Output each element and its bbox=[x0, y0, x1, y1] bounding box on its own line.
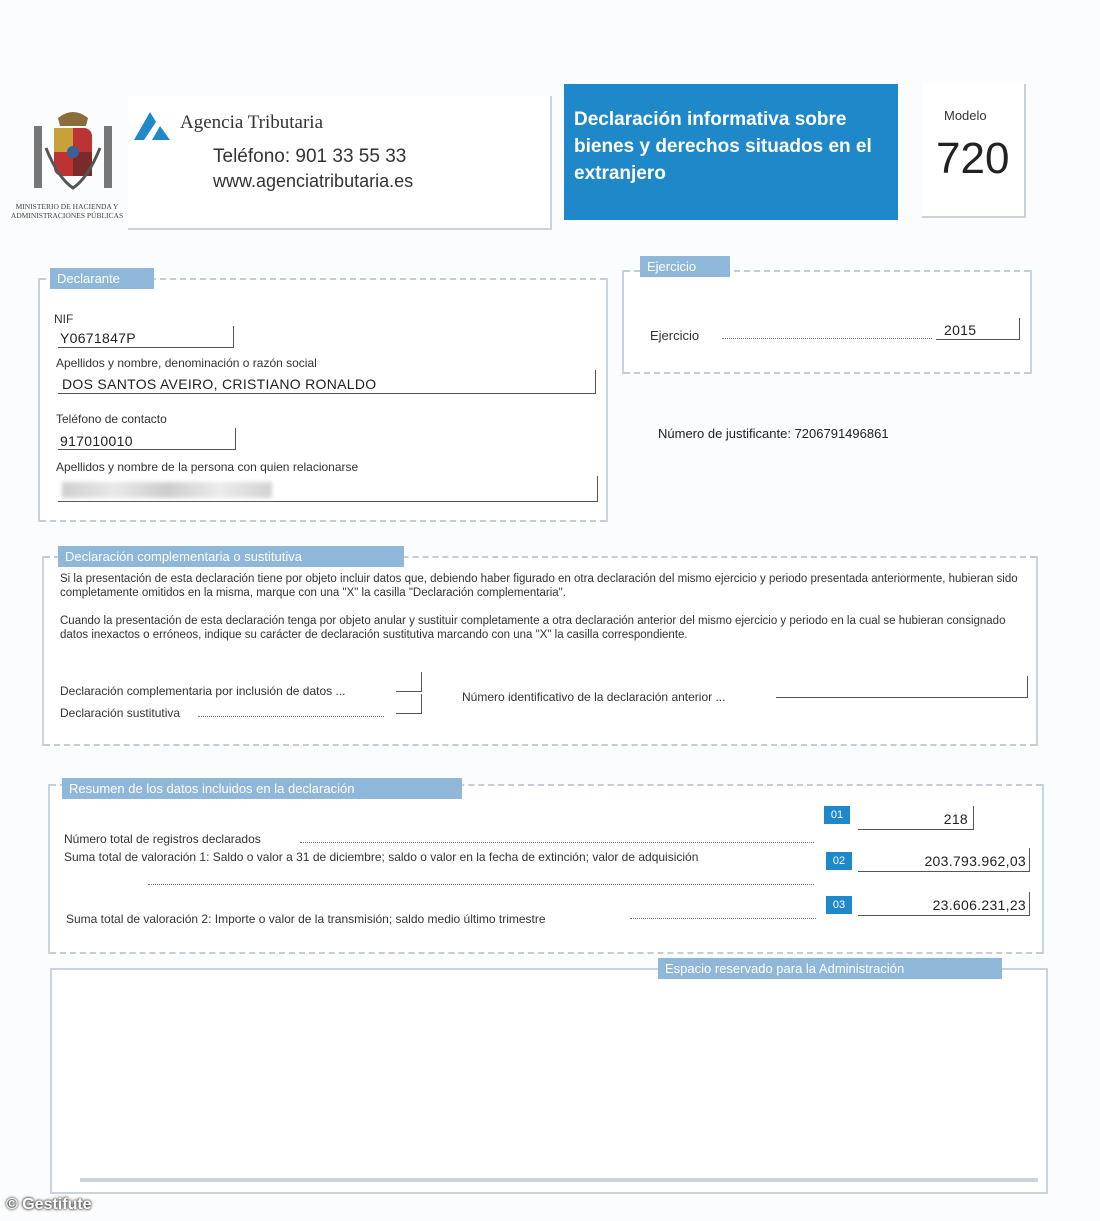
nif-label: NIF bbox=[54, 312, 74, 326]
administracion-inner-line bbox=[80, 1178, 1038, 1182]
declarante-title: Declarante bbox=[50, 268, 154, 289]
name-field[interactable] bbox=[58, 370, 596, 394]
resumen-row-label: Suma total de valoración 1: Saldo o valor a 31 de diciembre; saldo o valor en la fecha de extinción; valor de adquisición bbox=[64, 850, 699, 864]
resumen-row-field[interactable] bbox=[858, 806, 974, 830]
resumen-row-code: 02 bbox=[826, 852, 852, 870]
resumen-row-dots bbox=[300, 842, 814, 843]
contact-field[interactable] bbox=[58, 476, 598, 502]
resumen-row-code: 01 bbox=[824, 806, 850, 824]
justificante: Número de justificante: 7206791496861 bbox=[658, 426, 889, 441]
sustitutiva-label: Declaración sustitutiva bbox=[60, 706, 181, 720]
resumen-title: Resumen de los datos incluidos en la declaración bbox=[62, 778, 462, 799]
administracion-section bbox=[50, 968, 1048, 1194]
ejercicio-field[interactable] bbox=[936, 318, 1020, 340]
ministry-text: MINISTERIO DE HACIENDA Y ADMINISTRACIONES PÚBLICAS bbox=[10, 202, 124, 220]
ejercicio-value: 2015 bbox=[944, 322, 977, 338]
agency-name: Agencia Tributaria bbox=[180, 112, 324, 133]
phone-label: Teléfono de contacto bbox=[56, 412, 167, 426]
resumen-row-label: Número total de registros declarados bbox=[64, 832, 261, 846]
phone-field[interactable] bbox=[58, 428, 236, 450]
administracion-title: Espacio reservado para la Administración bbox=[658, 958, 1002, 979]
resumen-row-field[interactable] bbox=[858, 892, 1030, 916]
numero-anterior-field[interactable] bbox=[776, 676, 1028, 698]
resumen-row-value: 203.793.962,03 bbox=[924, 853, 1026, 869]
ministry-emblem bbox=[28, 108, 118, 200]
watermark: © Gestifute bbox=[6, 1196, 92, 1213]
modelo-label: Modelo bbox=[944, 108, 987, 123]
complementaria-title: Declaración complementaria o sustitutiva bbox=[58, 546, 404, 567]
contact-redacted bbox=[62, 482, 272, 498]
complementaria-para2: Cuando la presentación de esta declaración tenga por objeto anular y sustituir completamente a otra declaración anterior del mismo ejercicio y periodo en la cual se hubieran consignado datos inexactos o erróneos, indique su carácter de declaración sustitutiva marcando con una "X" la casilla correspondiente. bbox=[60, 615, 1006, 641]
numero-anterior-label: Número identificativo de la declaración anterior ... bbox=[462, 690, 726, 704]
phone-value: 917010010 bbox=[60, 433, 133, 449]
contact-label: Apellidos y nombre de la persona con quien relacionarse bbox=[56, 460, 359, 474]
form-title: Declaración informativa sobre bienes y derechos situados en el extranjero bbox=[574, 109, 872, 184]
nif-value: Y0671847P bbox=[60, 330, 136, 346]
complementaria-para1: Si la presentación de esta declaración tiene por objeto incluir datos que, debiendo haber figurado en otra declaración del mismo ejercicio y periodo presentada anteriormente, hubieran sido completamente omitidos en la misma, marque con una "X" la casilla "Declaración complementaria". bbox=[60, 573, 1018, 599]
ejercicio-dots bbox=[722, 338, 932, 339]
resumen-row-dots bbox=[148, 884, 814, 885]
resumen-row-dots bbox=[630, 918, 816, 919]
name-label: Apellidos y nombre, denominación o razón social bbox=[56, 356, 317, 370]
resumen-row-value: 23.606.231,23 bbox=[932, 897, 1026, 913]
ejercicio-label: Ejercicio bbox=[650, 328, 700, 343]
agency-website: www.agenciatributaria.es bbox=[213, 171, 414, 191]
resumen-row-value: 218 bbox=[943, 811, 968, 827]
agency-logo-icon bbox=[130, 108, 174, 144]
agency-phone: Teléfono: 901 33 55 33 bbox=[213, 146, 407, 167]
sustitutiva-dots bbox=[198, 716, 384, 717]
name-value: DOS SANTOS AVEIRO, CRISTIANO RONALDO bbox=[62, 376, 377, 392]
resumen-row-label: Suma total de valoración 2: Importe o valor de la transmisión; saldo medio último trimestre bbox=[66, 912, 546, 926]
complementaria-checkbox[interactable] bbox=[396, 672, 422, 692]
resumen-row-code: 03 bbox=[826, 896, 852, 914]
nif-field[interactable] bbox=[58, 326, 234, 348]
ejercicio-title: Ejercicio bbox=[640, 256, 730, 277]
sustitutiva-checkbox[interactable] bbox=[396, 694, 422, 714]
modelo-number: 720 bbox=[936, 134, 1010, 183]
complementaria-label: Declaración complementaria por inclusión de datos ... bbox=[60, 684, 346, 698]
resumen-row-field[interactable] bbox=[858, 848, 1030, 872]
